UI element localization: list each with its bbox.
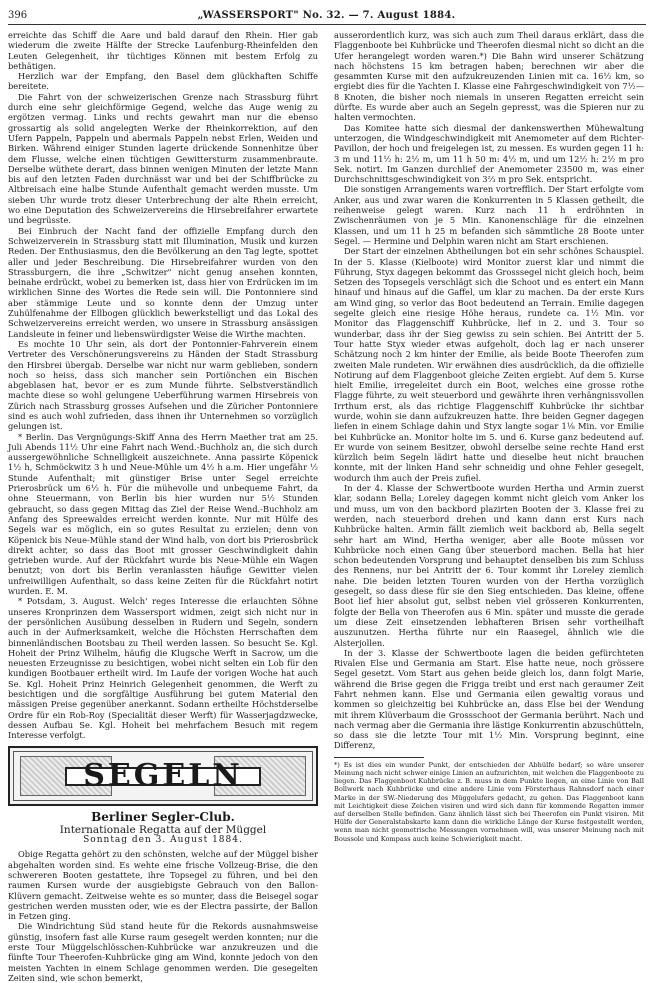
- paragraph: erreichte das Schiff die Aare und bald darauf den Rhein. Hier gab wiederum die zweite Hälfte der Strecke Laufenburg-Rheinfelden den Leuten Gelegenheit, ihr tüchtiges Können mit bestem Erfolg zu bethätigen.: [8, 30, 318, 71]
- paragraph: In der 3. Klasse der Schwertboote lagen die beiden gefürchteten Rivalen Else und Germania am Start. Else hatte neue, noch grössere Segel gesetzt. Vom Start aus gehen beide gleich los, dann folgt Marie, während die Brise gegen die Frigga treibt und erst nach geraumer Zeit Fahrt nehmen kann. Else und Germania eilen gewaltig voraus und kommen so gleichzeitig bei Kuhbrücke an, dass Else bei der Wendung mit ihrem Klüverbaum die Grossschoot der Germania berührt. Nach und nach vermag aber die Germania ihre lästige Konkurrentin abzuschütteln, so dass sie die letzte Tour mit 1½ Min. Vorsprung beginnt, eine Differenz,: [334, 647, 644, 751]
- club-title: Berliner Segler-Club.: [91, 810, 235, 825]
- paragraph: Obige Regatta gehört zu den schönsten, welche auf der Müggel bisher abgehalten worden sind. Es wehte eine frische Vollzeug-Brise, die den schwereren Booten gestattete, ihre Topsegel zu führen, und bei den raumen Kursen wurde der ausgiebigste Gebrauch von den Ballon-Klüvern gemacht. Zeitweise wehte es so munter, dass die Beisegel sogar gestrichen werden mussten oder, wie es der Electra passirte, der Ballon in Fetzen ging.: [8, 849, 318, 922]
- page-header: [8, 8, 646, 22]
- left-column: [8, 30, 318, 983]
- right-column: [334, 30, 644, 843]
- section-title: SEGELN: [65, 767, 261, 785]
- footnote-rule: [334, 757, 424, 758]
- paragraph-berlin: * Berlin. Das Vergnügungs-Skiff Anna des Herrn Maether trat am 25. Juli Abends 11½ Uhr eine Fahrt nach Wend.-Buchholz an, die sich durch aussergewöhnliche Schnelligkeit auszeichnete. Anna passirte Köpenick 1½ h, Schmöckwitz 3 h und Neue-Mühle um 4½ h a.m. Hier ungefähr ½ Stunde Aufenthalt; mit günstiger Brise unter Segel erreichte Prierosbrück um 6½ h. Für die mühevolle und unbequeme Fahrt, da ohne Steuermann, von Berlin bis hier wurden nur 5½ Stunden gebraucht, so dass gegen Mittag das Ziel der Reise Wend.-Buchholz am Anfang des Spreewaldes erreicht werden konnte. Nur mit Hülfe des Segels war es möglich, ein so gutes Resultat zu erzielen; denn von Köpenick bis Neue-Mühle stand der Wind halb, von dort bis Prierosbrück direkt achter, so dass das Boot mit grosser Geschwindigkeit dahin getrieben wurde. Auf der Rückfahrt wurde bis Neue-Mühle ein Wagen benutzt; von dort bis Berlin veranlassten häufige Gewitter vielen unfreiwilligen Aufenthalt, so dass keine Zeiten für die Rückfahrt notirt wurden. E. M.: [8, 431, 318, 597]
- paragraph: Die Fahrt von der schweizerischen Grenze nach Strassburg führt durch eine sehr gleichförmige Gegend, welche das Auge wenig zu ergötzen vermag. Links und rechts gewahrt man nur die ebenso grossartig als solid angelegten Werke der Rheinkorrektion, auf den Ufern Pappeln, Pappeln und abermals Pappeln nebst Erlen, Weiden und Birken. Während einiger Stunden lagerte drückende Sonnenhitze über dem Flusse, welche einen tüchtigen Gewittersturm zusammenbraute. Derselbe wüthete derart, dass binnen wenigen Minuten der letzte Mann bis auf den letzten Faden durchnässt war und bei der Schiffbrücke zu Altbreisach eine halbe Stunde Aufenthalt gemacht werden musste. Um sieben Uhr wurde trotz dieser Unterbrechung der alte Rhein erreicht, wo eine Deputation des Schweizervereins die Hirsebreifahrer erwartete und begrüsste.: [8, 91, 318, 226]
- regatta-date: Sonntag den 3. August 1884.: [83, 835, 243, 846]
- segeln-banner: [8, 746, 318, 806]
- regatta-title: Internationale Regatta auf der Müggel: [59, 823, 267, 836]
- paragraph: In der 4. Klasse der Schwertboote wurden Hertha und Armin zuerst klar, sodann Bella; Loreley dagegen kommt nicht gleich vom Anker los und muss, um von den backbord plazirten Booten der 3. Klasse frei zu werden, nach steuerbord drehen und kann dann erst Kurs nach Kuhbrücke halten. Armin fällt ziemlich weit backbord ab, Bella segelt sehr hart am Wind, Hertha weniger, aber alle Boote müssen vor Kuhbrücke noch einen Gang über steuerbord machen. Bella hat hier schon bedeutenden Vorsprung und behauptet denselben bis zum Schluss des Rennens, nur bei Antritt der 6. Tour kommt ihr Loreley ziemlich nahe. Die beiden letzten Touren wurden von der Hertha vorzüglich gesegelt, so dass diese für sie den Sieg entschieden. Das kleine, offene Boot lief hier absolut gut, selbst neben viel grösseren Konkurrenten, folgte der Bella von Theerofen aus 6 Min. später und musste die gerade um diese Zeit einsetzenden lebhafteren Brisen sehr vortheilhaft auszunutzen. Hertha führte nur ein Raasegel, ähnlich wie die Alsterjollen.: [334, 483, 644, 648]
- paragraph: Das Komitee hatte sich diesmal der dankenswerthen Mühewaltung unterzogen, die Windgeschwindigkeit mit Anemometer auf dem Richter-Pavillon, der hoch und freigelegen ist, zu messen. Es wurden gegen 11 h: 3 m und 11½ h: 2½ m, um 11 h 50 m: 4½ m, und um 12½ h: 2½ m pro Sek. notirt. Im Ganzen durchlief der Anemometer 23500 m, was einer Durchschnittsgeschwindigkeit von 3⅔ m pro Sek. entspricht.: [334, 122, 644, 185]
- footnote: *) Es ist dies ein wunder Punkt, der entschieden der Abhülfe bedarf; so wäre unserer Meinung nach nicht schwer einige Linien an aufzurichten, mit welchen die Flaggenboote zu liegen. Das Flaggenboot Kuhbrücke z. B. muss in dem Punkte liegen, an eine Linie von Ball Bollwerk nach Kuhbrücke und eine andere Linie vom Försterhaus Rahnsdorf nach einer Marke in der SW.-Niederung des Müggelufers gedacht, zu gehen. Das Flaggenboot kann mit Leichtigkeit diese Zeichen visiren und wird sich dann für kommende Regatten immer auf derselben Stelle befinden. Ganz ähnlich lässt sich bei Theerofen ein Punkt visiren. Mit Hülfe der Generalstabskarte kann dann die wirkliche Länge der Kurse festgestellt werden, wenn man nicht geometrische Messungen vornehmen will, was unserer Meinung nach mit Boussole und Kompass auch keine Schwierigkeit macht.: [334, 760, 644, 843]
- paragraph: Bei Einbruch der Nacht fand der offizielle Empfang durch den Schweizerverein in Strassburg statt mit Illumination, Musik und kurzen Reden. Der Enthusiasmus, den die Bevölkerung an den Tag legte, spottet aller und jeder Beschreibung. Die Hirsebreifahrer wurden von den Strassburgern, die ihre „Schwitzer" nicht genug ansehen konnten, beinahe erdrückt, wobei zu bemerken ist, dass hier von Erdrücken im im wirklichen Sinne des Wortes die Rede sein will. Die Pontonniere sind aber stämmige Leute und so konnte denn der Umzug unter Zuhülfenahme der Ellbogen glücklich bewerkstelligt und das Lokal des Schweizervereins erreicht werden, wo unsere in Strassburg ansässigen Landsleute in feiner und liebenswürdigster Weise die Wirthe machten.: [8, 225, 318, 339]
- page-number: 396: [8, 9, 28, 21]
- paragraph: ausserordentlich kurz, was sich auch zum Theil daraus erklärt, dass die Flaggenboote bei Kuhbrücke und Theerofen diesmal nicht so dicht an die Ufer herangelegt worden waren.*) Die Bahn wird unserer Schätzung nach höchstens 15 km betragen haben; berechnen wir aber die gesammten Kurse mit den aufzukreuzenden Linien mit ca. 16½ km, so ergiebt dies für die Yachten I. Klasse eine Fahrgeschwindigkeit von 7½—8 Knoten, die bisher noch niemals in unseren Regatten erreicht sein dürfte. Es wurde aber auch an Segeln gepresst, was die Spieren nur zu halten vermochten.: [334, 30, 644, 123]
- paragraph: Herzlich war der Empfang, den Basel dem glückhaften Schiffe bereitete.: [8, 71, 318, 92]
- paragraph: Die Windrichtung Süd stand heute für die Rekords ausnahmsweise günstig, insofern fast alle Kurse raum gesegelt werden konnten; nur die erste Tour Müggelschlösschen-Kuhbrücke war anzukreuzen und die fünfte Tour Theerofen-Kuhbrücke ging am Wind, konnte jedoch von den meisten Yachten in einem Schlage genommen werden. Die gesegelten Zeiten sind, wie schon bemerkt,: [8, 921, 318, 983]
- paragraph: Die sonstigen Arrangements waren vortrefflich. Der Start erfolgte vom Anker, aus und zwar waren die Konkurrenten in 5 Klassen getheilt, die reihenweise gelegt waren. Kurz nach 11 h erdröhnten in Zwischenräumen von je 5 Min. Kanonenschläge für die einzelnen Klassen, und um 11 h 25 m befanden sich sämmtliche 28 Boote unter Segel. — Hermine und Delphin waren nicht am Start erschienen.: [334, 184, 644, 246]
- paragraph: Der Start der einzelnen Abtheilungen bot ein sehr schönes Schauspiel. In der 5. Klasse (Kielboote) wird Monitor zuerst klar und nimmt die Führung, Styx dagegen bekommt das Grosssegel nicht gleich hoch, beim Setzen des Topsegels verschlägt sich die Schoot und es entert ein Mann hinauf und hinaus auf die Gaffel, um klar zu machen. Da der erste Kurs am Wind ging, so verlor das Boot bedeutend an Terrain. Emilie dagegen segelte gleich eine riesige Höhe heraus, rundete ca. 1½ Min. vor Monitor das Flaggenschiff Kuhbrücke, lief in 2. und 3. Tour so wunderbar, dass ihr der Sieg gewiss zu sein schien. Bei Antritt der 5. Tour hatte Styx wieder etwas aufgeholt, doch lag er nach unserer Schätzung noch 2 km hinter der Emilie, als beide Boote Theerofen zum zweiten Male rundeten. Wir erwähnen dies ausdrücklich, da die offizielle Notirung auf dem Flaggenboot gleiche Zeiten ergiebt. Auf dem 5. Kurse hielt Emilie, irregeleitet durch ein Boot, welches eine grosse rothe Flagge führte, zu weit steuerbord und gewährte ihren verhängnissvollen Irrthum erst, als das richtige Flaggenschiff Kuhbrücke ihr sichtbar wurde, wohin sie dann aufzukreuzen hatte. Ihre beiden Gegner dagegen liefen in einem Schlage dahin und Styx langte sogar 1⅛ Min. vor Emilie bei Kuhbrücke an. Monitor holte im 5. und 6. Kurse ganz bedeutend auf. Er wurde von seinem Besitzer, obwohl derselbe seine rechte Hand erst kürzlich beim Segeln lädirt hatte und dieselbe heut nicht brauchen konnte, mit der linken Hand sehr schneidig und ohne Fehler gesegelt, wodurch ihm auch der Preis zufiel.: [334, 246, 644, 483]
- paragraph-potsdam: * Potsdam, 3. August. Welch' reges Interesse die erlauchten Söhne unseres Kronprinzen dem Wassersport widmen, zeigt sich nicht nur in der persönlichen Ausübung desselben in Rudern und Segeln, sondern auch in der Aufmerksamkeit, welche die Höchsten Herrschaften dem binnenländischen Bootsbau zu Theil werden lassen. So besucht Se. Kgl. Hoheit der Prinz Wilhelm, häufig die Klugsche Werft in Sacrow, um die neuesten Erzeugnisse zu besichtigen, wobei nicht selten ein Lob für den kundigen Bootbauer ertheilt wird. Im Laufe der vorigen Woche hat auch Se. Kgl. Hoheit Prinz Heinrich Gelegenheit genommen, die Werft zu besichtigen und die sorgfältige Ausführung bei gutem Material den mässigen Preise gegenüber anerkannt. Sodann ertheilte Höchstderselbe Ordre für ein Rob-Roy (Specialität dieser Werft) für Wasserjagdzwecke, dessen Aufbau Se. Kgl. Hoheit bei mehrfachem Besuch mit regem Interesse verfolgt.: [8, 596, 318, 741]
- running-title: „WASSERSPORT" No. 32. — 7. August 1884.: [197, 9, 456, 21]
- paragraph: Es mochte 10 Uhr sein, als dort der Pontonnier-Fahrverein einem Vertreter des Verschönerungsvereins zu Händen der Stadt Strassburg den Hirsbrei übergab. Derselbe war nicht nur warm geblieben, sondern noch so heiss, dass sich mancher sein Portiönchen ein Bischen abgeblasen hat, bevor er es zum Munde führte. Selbstverständlich machte diese so wohl gelungene Ueberführung warmen Hirsebreis von Zürich nach Strassburg grosses Aufsehen und die Züricher Pontonniere sind es auch wohl zufrieden, dass ihnen ihr Unternehmen so vorzüglich gelungen ist.: [8, 338, 318, 432]
- header-rule: [8, 24, 646, 25]
